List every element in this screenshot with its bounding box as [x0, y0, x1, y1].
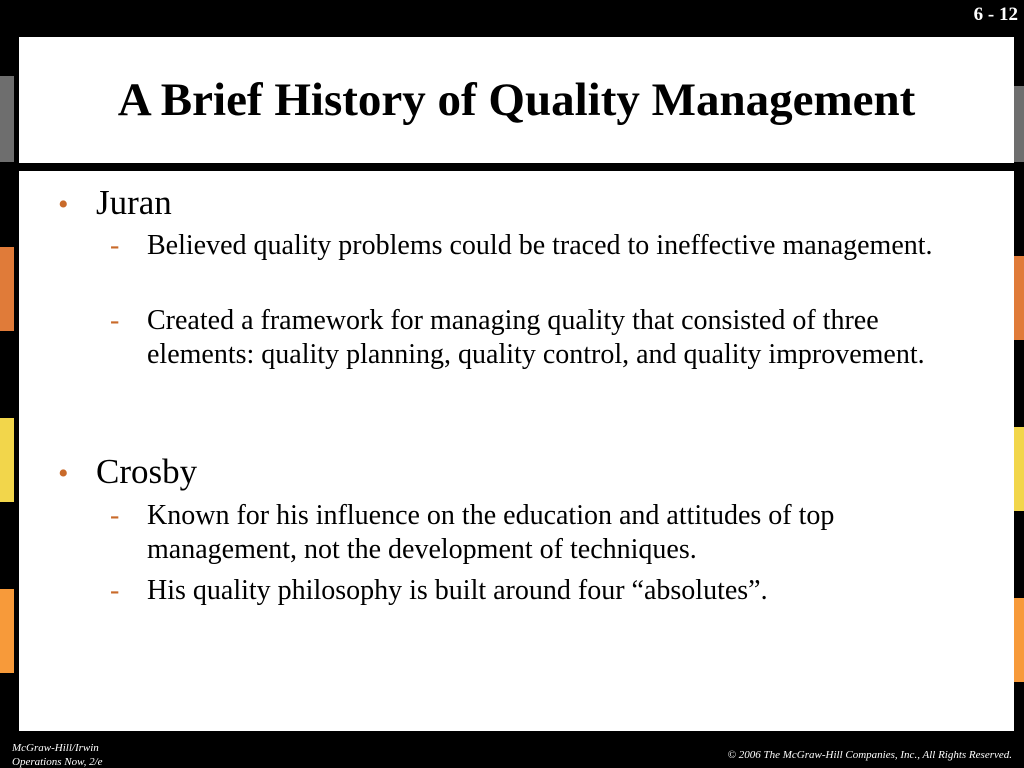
bullet-juran — [58, 184, 172, 224]
sub-bullet-text: Created a framework for managing quality that consisted of three elements: quality planning, quality control, and quality improvement. — [147, 305, 925, 370]
sub-bullet — [110, 304, 970, 372]
sub-bullet-text: Believed quality problems could be traced to ineffective management. — [147, 230, 933, 261]
bullet-marker: • — [58, 188, 69, 221]
bullet-crosby — [58, 453, 197, 493]
publisher-footer — [12, 741, 103, 768]
sub-bullet-text: His quality philosophy is built around four “absolutes”. — [147, 575, 768, 606]
sub-bullet — [110, 499, 970, 567]
left-accent-bar-yellow — [0, 418, 14, 502]
bullet-label: Crosby — [96, 452, 198, 491]
left-accent-bar-orange — [0, 247, 14, 331]
dash-marker: - — [110, 575, 120, 606]
left-accent-bar-gray — [0, 76, 14, 162]
right-accent-bar-yellow — [1014, 427, 1024, 511]
dash-marker: - — [110, 230, 120, 261]
bullet-label: Juran — [96, 183, 172, 222]
dash-marker: - — [110, 500, 120, 531]
left-accent-bar-light-orange — [0, 589, 14, 673]
sub-bullet — [110, 229, 970, 263]
slide-title: A Brief History of Quality Management — [117, 74, 916, 126]
book-title: Operations Now, 2/e — [12, 756, 103, 768]
copyright-footer: © 2006 The McGraw-Hill Companies, Inc., All Rights Reserved. — [727, 749, 1012, 761]
dash-marker: - — [110, 305, 120, 336]
right-accent-bar-light-orange — [1014, 598, 1024, 682]
title-panel — [19, 37, 1014, 163]
right-accent-bar-orange — [1014, 256, 1024, 340]
sub-bullet — [110, 574, 970, 608]
right-accent-bar-gray — [1014, 86, 1024, 162]
sub-bullet-text: Known for his influence on the education and attitudes of top management, not the development of techniques. — [147, 500, 835, 565]
slide-number: 6 - 12 — [973, 4, 1018, 25]
bullet-marker: • — [58, 457, 69, 490]
publisher-name: McGraw-Hill/Irwin — [12, 742, 99, 754]
